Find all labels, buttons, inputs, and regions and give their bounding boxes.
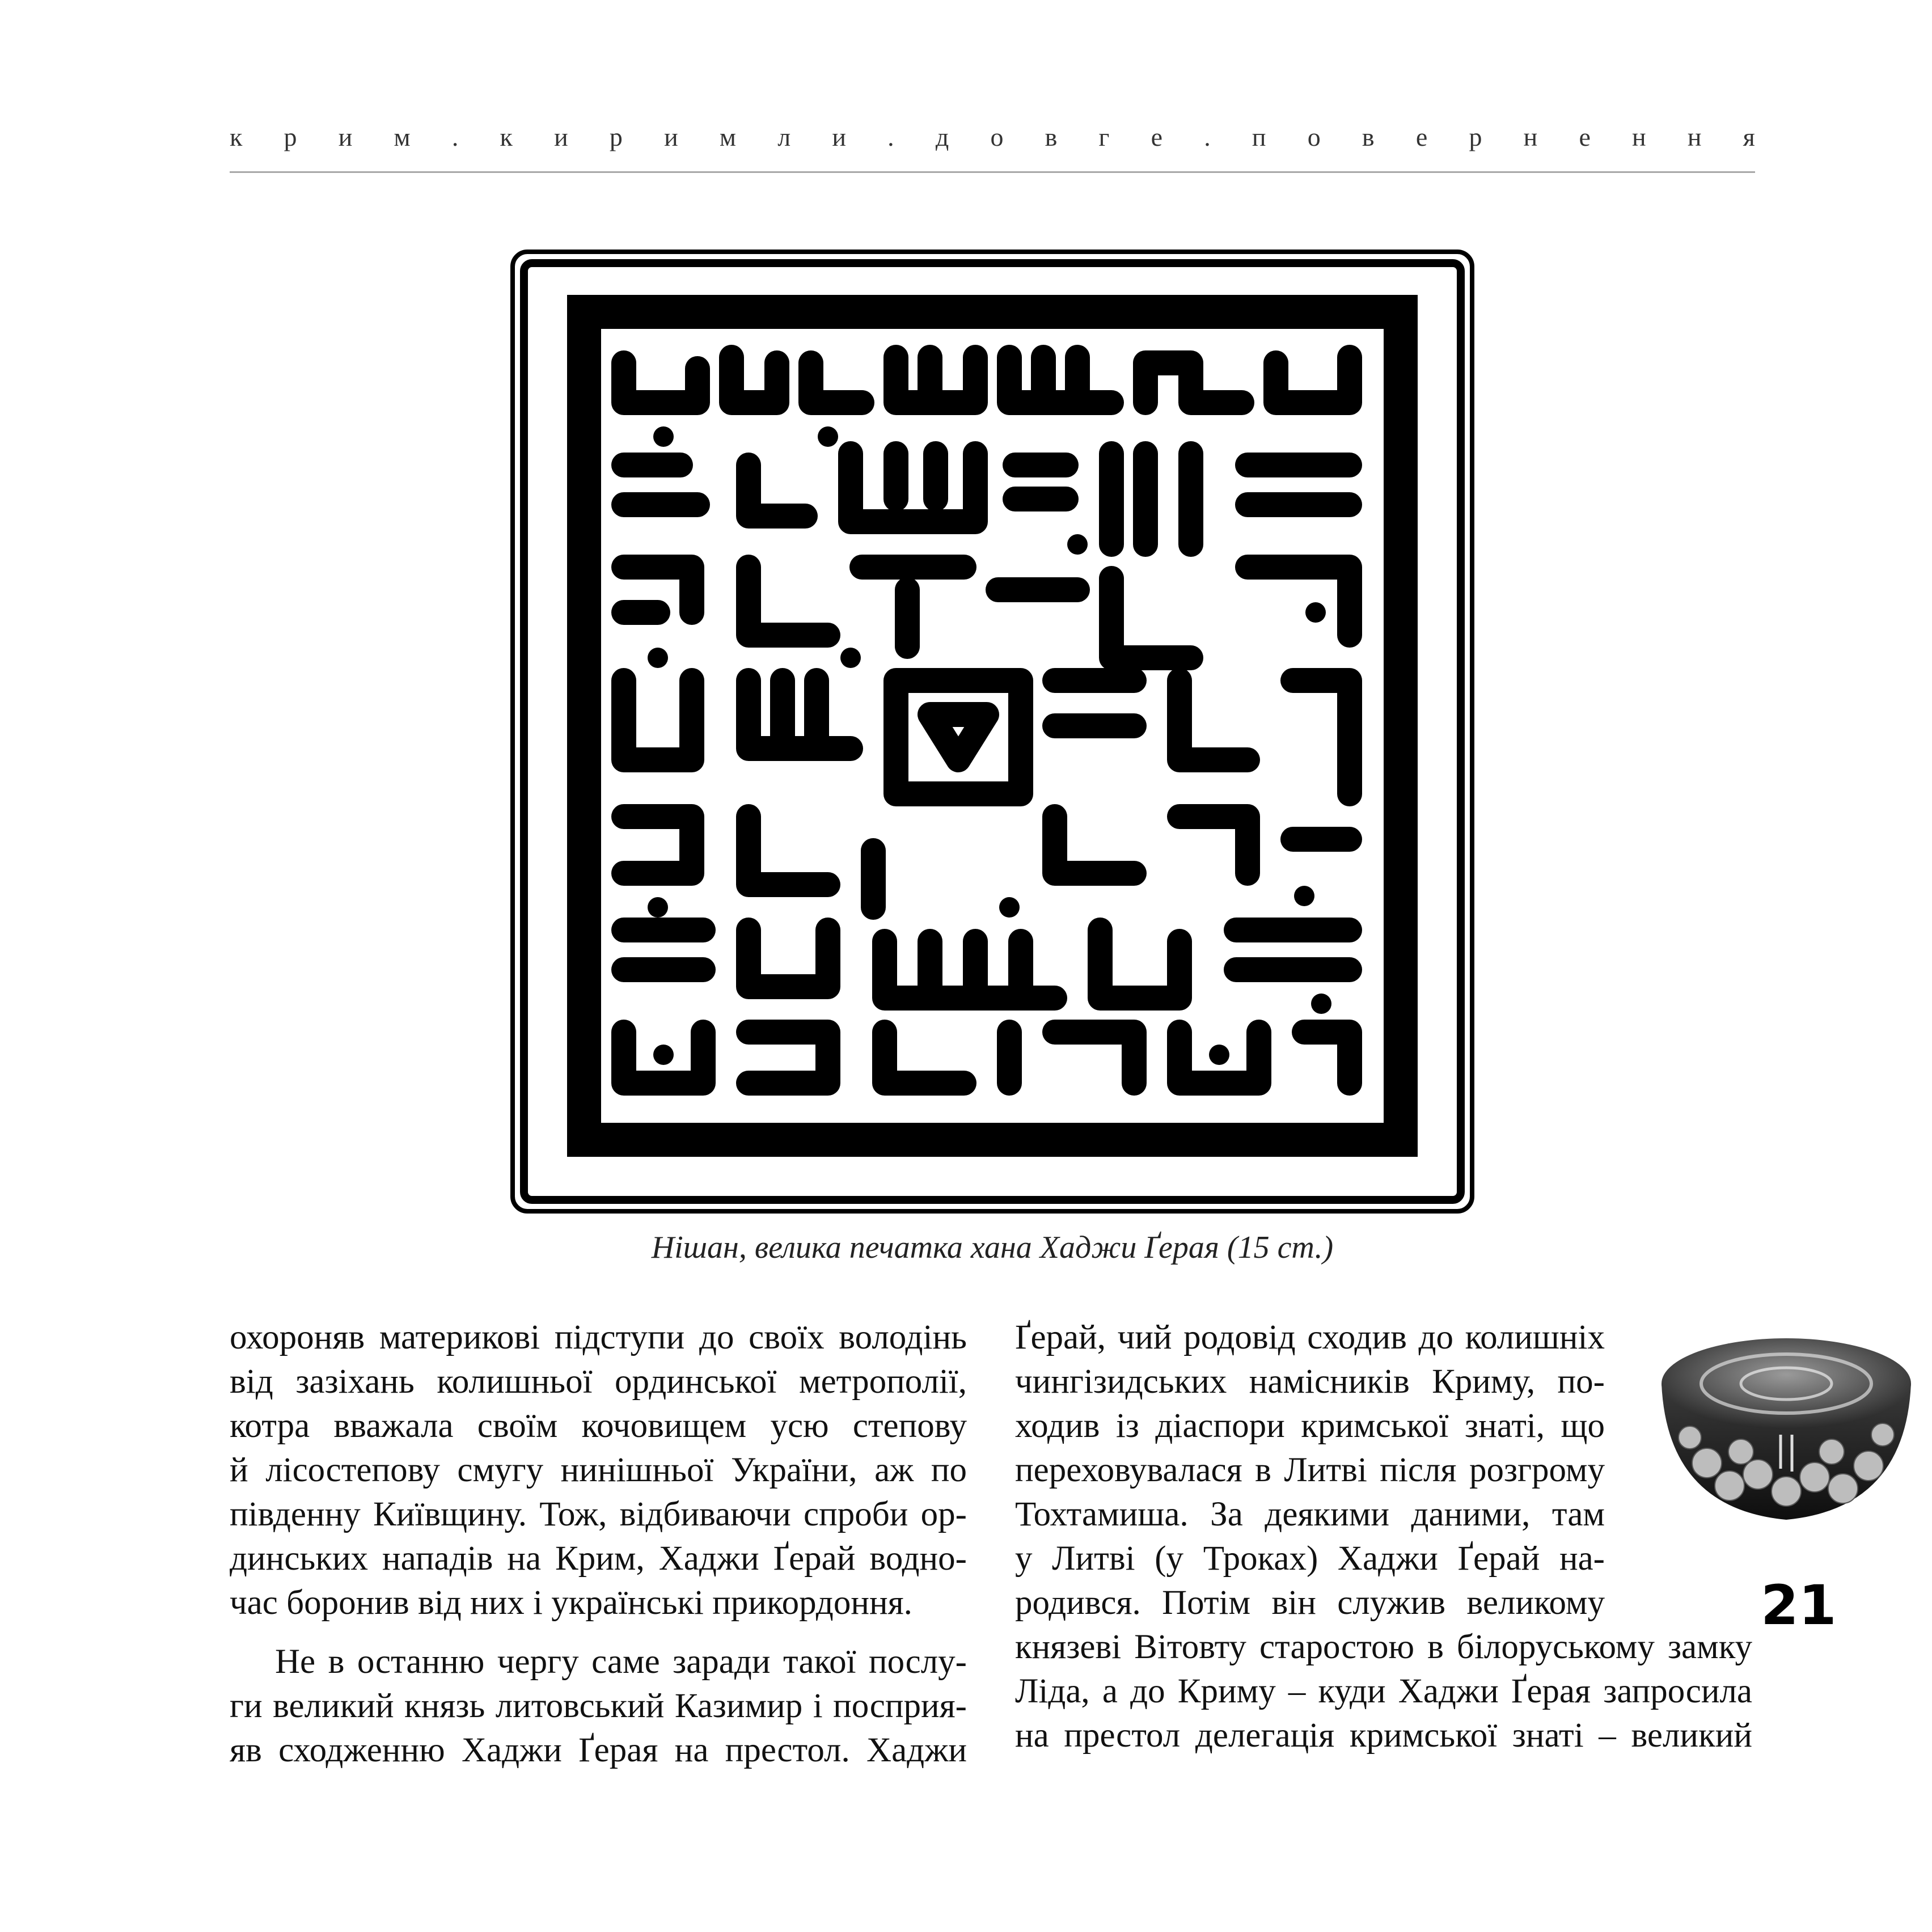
left-text-column bbox=[230, 1316, 967, 1773]
running-head-letter: р bbox=[609, 122, 623, 151]
text-line: ги великий князь литовський Казимир і посприя- bbox=[230, 1687, 967, 1725]
running-head-letter: и bbox=[832, 122, 846, 151]
running-head-letter: о bbox=[990, 122, 1004, 151]
header-rule bbox=[230, 171, 1755, 173]
running-head-letter: и bbox=[664, 122, 678, 151]
text-line: котра вважала своїм кочовищем усю степову bbox=[230, 1407, 967, 1445]
text-line: родився. Потім він служив великому bbox=[1015, 1584, 1605, 1622]
embroidered-cap-icon bbox=[1644, 1321, 1928, 1548]
text-line: від зазіхань колишньої ординської метрополії, bbox=[230, 1363, 967, 1401]
running-head-letter: . bbox=[887, 122, 894, 151]
running-head-letter: р bbox=[284, 122, 297, 151]
running-head-letter: м bbox=[394, 122, 411, 151]
running-head-letter: в bbox=[1045, 122, 1058, 151]
running-head bbox=[230, 120, 1755, 154]
text-line: час боронив від них і українські прикордоння. bbox=[230, 1584, 912, 1622]
running-head-letter: н bbox=[1523, 122, 1538, 151]
text-line: переховувалася в Литві після розгрому bbox=[1015, 1451, 1605, 1489]
text-line: князеві Вітовту старостою в білоруському замку bbox=[1015, 1628, 1752, 1666]
running-head-letter: г bbox=[1098, 122, 1110, 151]
text-line: у Литві (у Троках) Хаджи Ґерай на- bbox=[1015, 1540, 1605, 1578]
running-head-letter: к bbox=[230, 122, 243, 151]
running-head-letter: д bbox=[935, 122, 949, 151]
text-line: на престол делегація кримської знаті – великий bbox=[1015, 1717, 1752, 1755]
cap-photo bbox=[1644, 1321, 1928, 1548]
page-number: 21 bbox=[1761, 1574, 1837, 1637]
running-head-letter: . bbox=[451, 122, 459, 151]
text-line: ходив із діаспори кримської знаті, що bbox=[1015, 1407, 1605, 1445]
text-line: Ліда, а до Криму – куди Хаджи Ґерая запросила bbox=[1015, 1672, 1752, 1710]
text-line: яв сходженню Хаджи Ґерая на престол. Хаджи bbox=[230, 1731, 967, 1769]
running-head-letter: н bbox=[1632, 122, 1646, 151]
running-head-letter: р bbox=[1469, 122, 1482, 151]
text-line: й лісостепову смугу нинішньої України, аж по bbox=[230, 1451, 967, 1489]
figure-caption: Нішан, велика печатка хана Хаджи Ґерая (15 ст.) bbox=[651, 1230, 1334, 1265]
running-head-letter: е bbox=[1579, 122, 1591, 151]
tughra-seal-icon bbox=[510, 250, 1474, 1214]
running-head-letter: к bbox=[500, 122, 513, 151]
running-head-letter: м bbox=[719, 122, 736, 151]
text-line: Не в останню чергу саме заради такої послу- bbox=[275, 1643, 967, 1681]
running-head-letter: л bbox=[777, 122, 791, 151]
text-line: південну Київщину. Тож, відбиваючи спроби ор- bbox=[230, 1495, 967, 1533]
running-head-letter: н bbox=[1687, 122, 1702, 151]
running-head-letter: п bbox=[1252, 122, 1266, 151]
running-head-letter: е bbox=[1415, 122, 1428, 151]
running-head-letter: о bbox=[1307, 122, 1321, 151]
running-head-letter: и bbox=[338, 122, 353, 151]
text-line: охороняв материкові підступи до своїх володінь bbox=[230, 1318, 967, 1356]
running-head-letter: е bbox=[1151, 122, 1163, 151]
text-line: Ґерай, чий родовід сходив до колишніх bbox=[1015, 1318, 1605, 1356]
running-head-letter: . bbox=[1204, 122, 1211, 151]
seal-figure bbox=[510, 250, 1474, 1214]
right-text-column bbox=[1015, 1316, 1752, 1758]
running-head-letter: в bbox=[1362, 122, 1375, 151]
text-line: динських нападів на Крим, Хаджи Ґерай водно- bbox=[230, 1540, 967, 1578]
running-head-letter: и bbox=[554, 122, 568, 151]
text-line: Тохтамиша. За деякими даними, там bbox=[1015, 1495, 1605, 1533]
running-head-letter: я bbox=[1743, 122, 1755, 151]
text-line: чингізидських намісників Криму, по- bbox=[1015, 1363, 1605, 1401]
